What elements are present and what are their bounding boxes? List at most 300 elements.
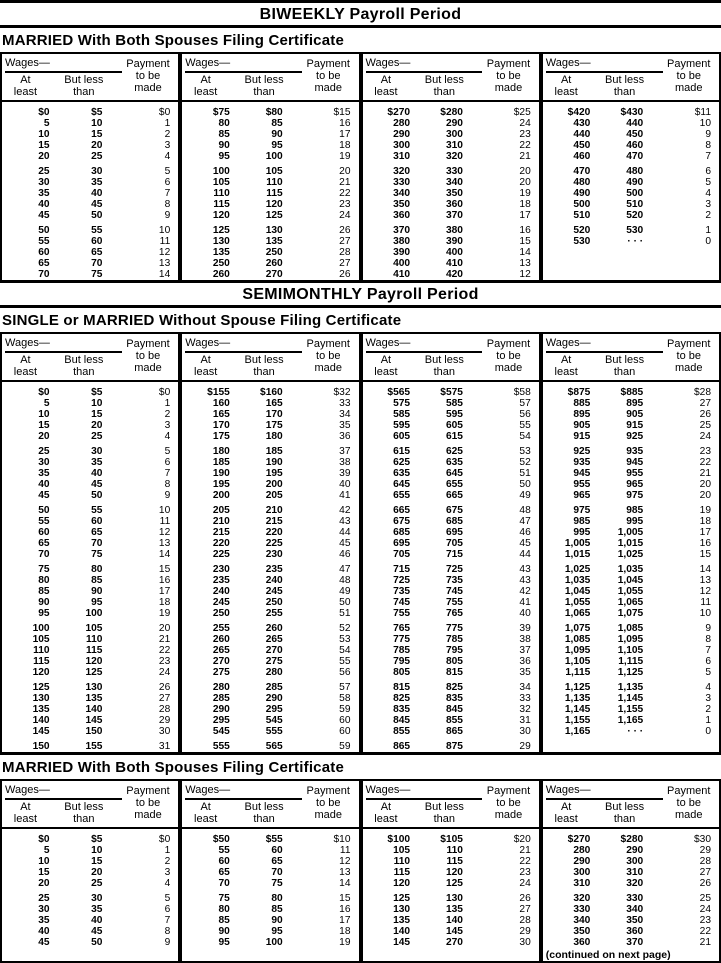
but-less-than-cell: 585 [445, 398, 463, 409]
table-row [363, 151, 539, 162]
but-less-than-cell: 1,125 [617, 667, 644, 678]
at-least-cell: $875 [567, 387, 591, 398]
payment-cell: 4 [164, 878, 171, 889]
but-less-than-cell: 595 [445, 409, 463, 420]
but-less-than-cell: 285 [265, 682, 283, 693]
at-least-cell: 510 [573, 210, 591, 221]
wages-header-label: Wages— [185, 784, 302, 800]
at-least-cell: 180 [212, 446, 230, 457]
at-least-cell: $155 [207, 387, 230, 398]
at-least-cell: 115 [213, 199, 230, 210]
at-least-cell: 975 [573, 505, 591, 516]
payment-cell: 14 [519, 247, 531, 258]
wages-header-label: Wages— [546, 784, 663, 800]
table-row [2, 468, 178, 479]
payment-cell: 22 [519, 856, 531, 867]
at-least-header: At least [374, 354, 398, 378]
but-less-than-cell: 320 [445, 151, 463, 162]
payment-cell: 10 [699, 608, 711, 619]
table-row [543, 623, 719, 634]
but-less-than-header: But less than [604, 354, 645, 378]
table-row [543, 693, 719, 704]
table-row [182, 926, 358, 937]
panel-header [2, 334, 178, 382]
at-least-cell: 885 [573, 398, 591, 409]
table-row [2, 505, 178, 516]
panel-header [363, 781, 539, 829]
at-least-cell: 745 [393, 597, 411, 608]
table-row [543, 915, 719, 926]
but-less-than-cell: 135 [85, 693, 103, 704]
payment-header: Payment to be made [667, 785, 711, 821]
panel-header [363, 54, 539, 102]
payment-cell: $0 [158, 387, 171, 398]
table-row [2, 645, 178, 656]
at-least-cell: 55 [38, 516, 50, 527]
but-less-than-cell: 215 [265, 516, 283, 527]
but-less-than-cell: 90 [271, 915, 283, 926]
at-least-cell: 85 [218, 129, 230, 140]
payment-cell: 6 [164, 177, 171, 188]
payment-cell: 24 [699, 431, 711, 442]
table-row [182, 269, 358, 280]
table-row [363, 867, 539, 878]
but-less-than-header: But less than [604, 74, 645, 98]
payment-cell: 24 [158, 667, 171, 678]
but-less-than-cell: 635 [445, 457, 463, 468]
table-row [363, 926, 539, 937]
payment-cell: 5 [164, 893, 171, 904]
payment-cell: 9 [164, 490, 171, 501]
wages-subheaders [366, 354, 483, 378]
panel-header-row [366, 784, 535, 825]
but-less-than-header: But less than [64, 354, 104, 378]
but-less-than-cell: 330 [445, 166, 463, 177]
table-row [543, 387, 719, 398]
at-least-cell: 905 [573, 420, 591, 431]
payment-cell: 2 [164, 129, 171, 140]
at-least-cell: 120 [212, 210, 230, 221]
payment-cell: 33 [519, 693, 531, 704]
payment-cell: 40 [519, 608, 531, 619]
payment-cell: 13 [158, 538, 171, 549]
payment-cell: 41 [519, 597, 531, 608]
payment-cell: 16 [158, 575, 171, 586]
at-least-cell: 295 [212, 715, 230, 726]
at-least-cell: 925 [573, 446, 591, 457]
but-less-than-header: But less than [424, 74, 464, 98]
table-row [543, 575, 719, 586]
table-row [2, 634, 178, 645]
payment-cell: 20 [519, 177, 531, 188]
payment-cell: 1 [705, 225, 711, 236]
but-less-than-cell: 370 [445, 210, 463, 221]
payment-cell: 23 [699, 446, 711, 457]
but-less-than-cell: 470 [626, 151, 644, 162]
table-row [543, 129, 719, 140]
payment-cell: 37 [339, 446, 351, 457]
period-title-biweekly: BIWEEKLY Payroll Period [0, 0, 721, 28]
at-least-cell: 965 [573, 490, 591, 501]
but-less-than-cell: $55 [265, 834, 283, 845]
payment-cell: 8 [164, 926, 171, 937]
but-less-than-cell: 140 [445, 915, 463, 926]
table-row [543, 516, 719, 527]
wage-table-panel [2, 334, 178, 752]
but-less-than-cell: 60 [91, 236, 103, 247]
table-row [543, 166, 719, 177]
wage-rows [543, 382, 719, 752]
but-less-than-cell: 85 [271, 118, 283, 129]
at-least-cell: 785 [393, 645, 411, 656]
payment-cell: 57 [339, 682, 351, 693]
payment-cell: 9 [705, 623, 711, 634]
payment-cell: 26 [519, 893, 531, 904]
table-row [363, 564, 539, 575]
wages-header-group [185, 337, 302, 378]
payment-cell: 20 [519, 166, 531, 177]
but-less-than-cell: 655 [445, 479, 463, 490]
table-row [182, 398, 358, 409]
payment-cell: 18 [699, 516, 711, 527]
payment-cell: 11 [700, 597, 711, 608]
table-row [543, 236, 719, 247]
wage-table-panel [539, 54, 719, 280]
payment-cell: 22 [699, 457, 711, 468]
table-row [2, 479, 178, 490]
at-least-cell: 205 [212, 505, 230, 516]
payment-cell: 49 [519, 490, 531, 501]
payment-cell: 55 [519, 420, 531, 431]
at-least-cell: 45 [38, 210, 50, 221]
but-less-than-cell: 685 [445, 516, 463, 527]
wage-table-panel [178, 54, 358, 280]
payment-header: Payment to be made [667, 58, 711, 94]
but-less-than-cell: 135 [265, 236, 283, 247]
but-less-than-cell: 110 [266, 177, 283, 188]
table-row [543, 118, 719, 129]
at-least-header: At least [554, 354, 578, 378]
at-least-header: At least [194, 74, 218, 98]
payment-cell: $20 [513, 834, 531, 845]
but-less-than-cell: 665 [445, 490, 463, 501]
at-least-cell: 1,125 [564, 682, 591, 693]
but-less-than-cell: 185 [265, 446, 283, 457]
but-less-than-cell: 65 [91, 247, 103, 258]
but-less-than-cell: 40 [91, 188, 103, 199]
but-less-than-cell: 260 [265, 623, 283, 634]
table-row [182, 623, 358, 634]
table-row [363, 420, 539, 431]
but-less-than-cell: 115 [266, 188, 283, 199]
table-row [363, 856, 539, 867]
at-least-cell: 460 [573, 151, 591, 162]
payment-cell: 4 [705, 188, 711, 199]
but-less-than-cell: 75 [91, 549, 103, 560]
wage-rows [2, 382, 178, 752]
but-less-than-cell: 310 [445, 140, 463, 151]
at-least-cell: 500 [573, 199, 591, 210]
at-least-cell: 1,135 [564, 693, 591, 704]
but-less-than-cell: 105 [265, 166, 283, 177]
at-least-cell: 340 [393, 188, 411, 199]
table-row [363, 225, 539, 236]
but-less-than-cell: 100 [85, 608, 103, 619]
table-row [182, 715, 358, 726]
table-row [2, 878, 178, 889]
at-least-cell: 125 [32, 682, 50, 693]
but-less-than-cell: 50 [91, 210, 103, 221]
table-row [363, 549, 539, 560]
at-least-cell: 320 [573, 893, 591, 904]
but-less-than-cell: 205 [265, 490, 283, 501]
at-least-cell: 300 [573, 867, 591, 878]
payment-cell: 23 [339, 199, 351, 210]
at-least-cell: 735 [393, 586, 411, 597]
table-row [182, 446, 358, 457]
but-less-than-cell: 985 [626, 505, 644, 516]
wages-subheaders [185, 354, 302, 378]
but-less-than-cell: 15 [91, 856, 103, 867]
wages-subheaders [185, 74, 302, 98]
at-least-cell: 235 [212, 575, 230, 586]
table-row [2, 608, 178, 619]
at-least-cell: $100 [387, 834, 411, 845]
at-least-cell: 95 [218, 151, 230, 162]
table-row [363, 177, 539, 188]
at-least-cell: 955 [573, 479, 591, 490]
payment-cell: 13 [519, 258, 531, 269]
payment-cell: 14 [158, 269, 171, 280]
wage-table-panel [539, 781, 719, 961]
but-less-than-cell: 520 [626, 210, 644, 221]
wages-header-label: Wages— [5, 337, 122, 353]
but-less-than-cell: 100 [265, 937, 283, 948]
but-less-than-cell: 110 [86, 634, 103, 645]
table-row [2, 457, 178, 468]
table-row [363, 693, 539, 704]
at-least-cell: 170 [212, 420, 230, 431]
but-less-than-cell: 975 [626, 490, 644, 501]
at-least-cell: 5 [43, 118, 50, 129]
at-least-cell: 90 [218, 140, 230, 151]
but-less-than-cell: 1,105 [617, 645, 644, 656]
at-least-cell: 30 [38, 904, 50, 915]
at-least-cell: $0 [38, 834, 50, 845]
but-less-than-cell: 50 [91, 937, 103, 948]
at-least-cell: 695 [393, 538, 411, 549]
table-row [2, 656, 178, 667]
payment-cell: 20 [158, 623, 171, 634]
table-row [363, 468, 539, 479]
wages-subheaders [366, 801, 483, 825]
at-least-cell: 995 [573, 527, 591, 538]
table-row [543, 937, 719, 948]
wage-table-panel [2, 781, 178, 961]
payment-cell: 44 [339, 527, 351, 538]
payment-cell: 22 [158, 645, 171, 656]
but-less-than-cell: 440 [626, 118, 644, 129]
payment-cell: 58 [339, 693, 351, 704]
at-least-cell: 985 [573, 516, 591, 527]
panel-header [182, 781, 358, 829]
but-less-than-cell: 40 [91, 468, 103, 479]
wages-subheaders [185, 801, 302, 825]
table-row [543, 834, 719, 845]
payment-cell: 27 [339, 236, 351, 247]
at-least-cell: 915 [573, 431, 591, 442]
at-least-cell: 25 [38, 893, 50, 904]
but-less-than-cell: 30 [91, 446, 103, 457]
at-least-cell: 30 [38, 177, 50, 188]
payment-cell: 15 [519, 236, 531, 247]
table-row [543, 645, 719, 656]
payment-cell: 26 [158, 682, 171, 693]
filing-title-biweekly-married: MARRIED With Both Spouses Filing Certificate [0, 28, 721, 54]
but-less-than-cell: 905 [626, 409, 644, 420]
payment-cell: 38 [339, 457, 351, 468]
table-row [2, 538, 178, 549]
payment-header: Payment to be made [667, 338, 711, 374]
table-row [2, 856, 178, 867]
but-less-than-cell: 370 [626, 937, 644, 948]
payment-cell: 19 [339, 151, 351, 162]
but-less-than-cell: 10 [91, 398, 103, 409]
at-least-cell: 150 [32, 741, 50, 752]
table-row [182, 915, 358, 926]
at-least-cell: 125 [212, 225, 230, 236]
payment-cell: 16 [339, 118, 351, 129]
payment-cell: 2 [705, 704, 711, 715]
payment-cell: 57 [519, 398, 531, 409]
payment-cell: 41 [339, 490, 351, 501]
table-row [2, 586, 178, 597]
payment-cell: 17 [699, 527, 711, 538]
payment-header: Payment to be made [486, 338, 531, 374]
panel-header-row [185, 57, 354, 98]
at-least-cell: 1,155 [564, 715, 591, 726]
payment-header: Payment to be made [306, 785, 350, 821]
table-row [2, 177, 178, 188]
at-least-cell: 260 [212, 634, 230, 645]
table-row [363, 516, 539, 527]
payment-cell: 25 [699, 893, 711, 904]
at-least-cell: 80 [218, 904, 230, 915]
at-least-cell: 1,085 [564, 634, 591, 645]
at-least-cell: 255 [212, 623, 230, 634]
at-least-cell: 245 [212, 597, 230, 608]
payment-cell: 53 [339, 634, 351, 645]
payment-cell: 19 [158, 608, 171, 619]
table-row [363, 715, 539, 726]
at-least-cell: 290 [393, 129, 411, 140]
payment-cell: 28 [158, 704, 171, 715]
at-least-cell: 675 [393, 516, 411, 527]
but-less-than-cell: 955 [626, 468, 644, 479]
but-less-than-cell: 450 [626, 129, 644, 140]
payment-cell: 27 [339, 258, 351, 269]
panel-header [2, 54, 178, 102]
but-less-than-cell: 40 [91, 915, 103, 926]
table-row [363, 834, 539, 845]
payment-cell: 13 [699, 575, 711, 586]
but-less-than-cell: 25 [91, 878, 103, 889]
but-less-than-cell: 80 [91, 564, 103, 575]
wages-header-group [185, 784, 302, 825]
but-less-than-cell: 460 [626, 140, 644, 151]
table-row [363, 107, 539, 118]
table-row [543, 878, 719, 889]
table-row [543, 597, 719, 608]
table-row [543, 468, 719, 479]
at-least-cell: 320 [393, 166, 411, 177]
payment-header: Payment to be made [126, 785, 170, 821]
but-less-than-cell: 845 [445, 704, 463, 715]
table-row [543, 199, 719, 210]
but-less-than-cell: 225 [265, 538, 283, 549]
payment-cell: 19 [339, 937, 351, 948]
table-row [182, 420, 358, 431]
but-less-than-cell: 45 [91, 479, 103, 490]
wages-subheaders [5, 74, 122, 98]
but-less-than-cell: 1,155 [617, 704, 644, 715]
table-row [543, 867, 719, 878]
but-less-than-cell: 165 [265, 398, 283, 409]
at-least-cell: 65 [38, 258, 50, 269]
at-least-cell: 280 [573, 845, 591, 856]
table-row [2, 387, 178, 398]
but-less-than-cell: 835 [445, 693, 463, 704]
at-least-cell: 260 [212, 269, 230, 280]
at-least-cell: 1,095 [564, 645, 591, 656]
payment-cell: 7 [164, 915, 171, 926]
at-least-cell: 935 [573, 457, 591, 468]
but-less-than-cell: 1,115 [618, 656, 644, 667]
table-row [182, 457, 358, 468]
table-row [182, 564, 358, 575]
payment-cell: 3 [164, 867, 171, 878]
but-less-than-cell: 615 [445, 431, 463, 442]
at-least-cell: 285 [212, 693, 230, 704]
at-least-cell: $75 [212, 107, 230, 118]
at-least-cell: 10 [38, 856, 50, 867]
payment-cell: 5 [164, 166, 171, 177]
at-least-cell: 645 [393, 479, 411, 490]
but-less-than-cell: 755 [445, 597, 463, 608]
payment-cell: 3 [164, 140, 171, 151]
payment-cell: 2 [164, 409, 171, 420]
payment-cell: 26 [339, 225, 351, 236]
panel-header [2, 781, 178, 829]
table-row [182, 247, 358, 258]
table-row [2, 893, 178, 904]
payment-cell: 12 [339, 856, 351, 867]
wage-rows [363, 102, 539, 280]
panel-header-row [5, 784, 174, 825]
at-least-cell: 230 [212, 564, 230, 575]
but-less-than-cell: 35 [91, 904, 103, 915]
payment-cell: 8 [164, 199, 171, 210]
but-less-than-cell: 70 [91, 538, 103, 549]
but-less-than-header: But less than [64, 74, 104, 98]
at-least-cell: 775 [393, 634, 411, 645]
but-less-than-cell: $80 [265, 107, 283, 118]
at-least-cell: 725 [393, 575, 411, 586]
table-row [182, 704, 358, 715]
table-row [182, 937, 358, 948]
at-least-cell: 310 [573, 878, 591, 889]
but-less-than-cell: 20 [91, 420, 103, 431]
